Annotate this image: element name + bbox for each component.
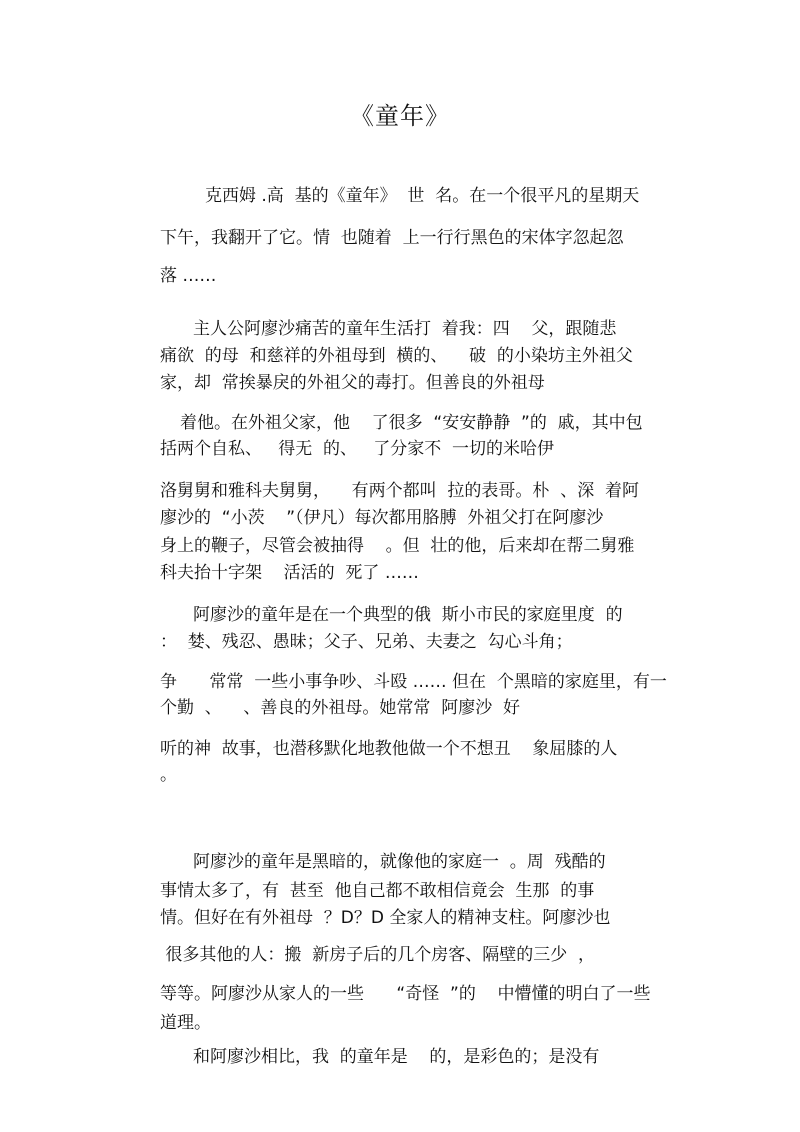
text-line: 阿廖沙的童年是黑暗的，就像他的家庭一 。周 残酷的	[193, 852, 606, 872]
text-line: 廖沙的 “小茨 ”（伊凡）每次都用胳膊 外祖父打在阿廖沙	[160, 508, 604, 528]
text-line: 听的神 故事，也潜移默化地教他做一个不想丑 象屈膝的人	[160, 739, 618, 759]
text-line: 阿廖沙的童年是在一个典型的俄 斯小市民的家庭里度 的	[193, 605, 623, 625]
text-line: 主人公阿廖沙痛苦的童年生活打 着我：四 父，跟随悲	[193, 319, 617, 339]
text-line: 洛舅舅和雅科夫舅舅， 有两个都叫 拉的表哥。朴 、深 着阿	[160, 481, 640, 501]
text-line: 等等。阿廖沙从家人的一些 “奇怪 ”的 中懵懂的明白了一些	[160, 984, 651, 1004]
text-line: ： 婪、残忍、愚昧；父子、兄弟、夫妻之 勾心斗角；	[160, 632, 573, 652]
text-line: 身上的鞭子，尽管会被抽得 。但 壮的他，后来却在帮二舅雅	[160, 536, 635, 556]
text-line: 个勤 、 、善良的外祖母。她常常 阿廖沙 好	[160, 698, 521, 718]
text-line: 下午，我翻开了它。情 也随着 上一行行黑色的宋体字忽起忽	[160, 228, 624, 248]
text-line: 科夫抬十字架 活活的 死了 ……	[160, 563, 419, 583]
text-line: 道理。	[160, 1013, 211, 1033]
text-line: 括两个自私、 得无 的、 了分家不 一切的米哈伊	[160, 439, 555, 459]
text-line: 情。但好在有外祖母 ？D？D 全家人的精神支柱。阿廖沙也	[160, 908, 611, 928]
text-line: 争 常常 一些小事争吵、斗殴 …… 但在 个黑暗的家庭里，有一	[160, 672, 667, 692]
text-line: 家，却 常挨暴戾的外祖父的毒打。但善良的外祖母	[160, 373, 545, 393]
text-line: 很多其他的人：搬 新房子后的几个房客、隔壁的三少 ，	[160, 945, 596, 965]
text-line: 和阿廖沙相比，我 的童年是 的，是彩色的；是没有	[193, 1047, 600, 1067]
text-line: 克西姆 .高 基的《童年》 世 名。在一个很平凡的星期天	[205, 186, 640, 206]
text-line: 着他。在外祖父家，他 了很多 “安安静静 ”的 戚，其中包	[180, 413, 643, 433]
text-line: 落 ……	[160, 266, 217, 286]
text-line: 。	[160, 765, 177, 785]
document-title: 《童年》	[350, 102, 450, 130]
text-line: 痛欲 的母 和慈祥的外祖母到 横的、 破 的小染坊主外祖父	[160, 346, 633, 366]
text-line: 事情太多了，有 甚至 他自己都不敢相信竟会 生那 的事	[160, 881, 595, 901]
